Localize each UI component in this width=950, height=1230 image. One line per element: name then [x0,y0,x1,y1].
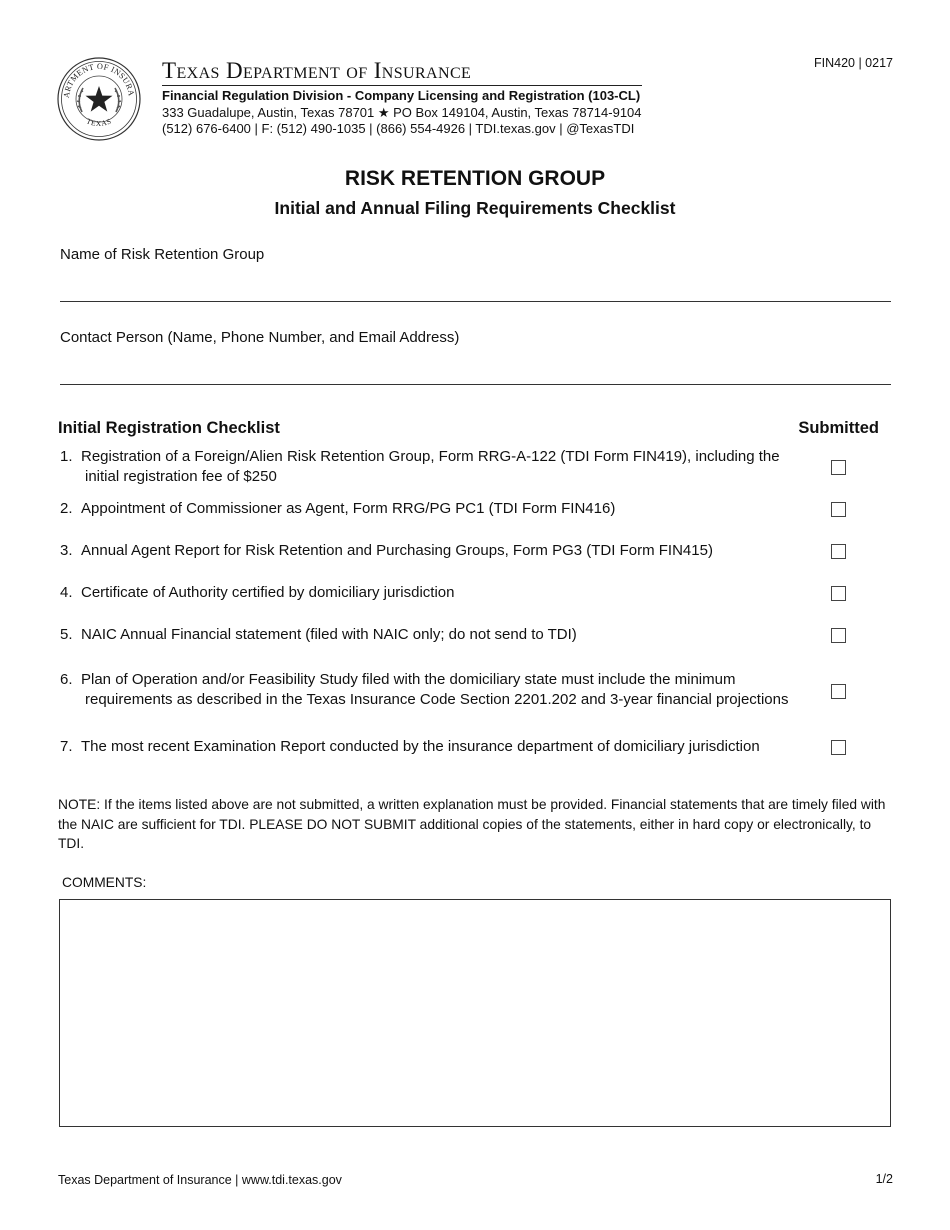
item-text: Plan of Operation and/or Feasibility Study filed with the domiciliary state must include the minimum [81,671,736,688]
item-number: 6. [60,671,73,688]
contact-person-label: Contact Person (Name, Phone Number, and Email Address) [60,329,460,346]
item-number: 1. [60,448,73,465]
item-text: The most recent Examination Report conducted by the insurance department of domiciliary jurisdiction [81,738,760,755]
item-text: Annual Agent Report for Risk Retention and Purchasing Groups, Form PG3 (TDI Form FIN415) [81,542,713,559]
svg-text:TEXAS: TEXAS [85,116,113,129]
svg-text:DEPARTMENT OF INSURANCE: ARTMENT OF INSURA [61,61,136,99]
comments-box [59,899,891,1127]
item-text: Registration of a Foreign/Alien Risk Retention Group, Form RRG-A-122 (TDI Form FIN419), including the [81,448,780,465]
agency-name: Texas Department of Insurance [162,58,642,86]
form-id: FIN420 | 0217 [814,56,893,70]
submitted-checkbox-1[interactable] [831,460,846,475]
item-text: Appointment of Commissioner as Agent, Form RRG/PG PC1 (TDI Form FIN416) [81,500,616,517]
page-number: 1/2 [875,1172,893,1186]
comments-textarea[interactable] [60,900,890,1126]
submitted-checkbox-4[interactable] [831,586,846,601]
item-text: NAIC Annual Financial statement (filed with NAIC only; do not send to TDI) [81,626,577,643]
item-number: 4. [60,584,73,601]
comments-label: COMMENTS: [62,875,147,890]
seal-icon [56,56,142,142]
group-name-underline [60,301,891,302]
contact-line: (512) 676-6400 | F: (512) 490-1035 | (866) 554-4926 | TDI.texas.gov | @TexasTDI [162,121,635,136]
tdi-seal-logo [56,56,142,142]
item-text-continued: initial registration fee of $250 [85,468,277,485]
address-line: 333 Guadalupe, Austin, Texas 78701 ★ PO Box 149104, Austin, Texas 78714-9104 [162,105,642,120]
division-line: Financial Regulation Division - Company Licensing and Registration (103-CL) [162,88,641,103]
item-number: 7. [60,738,73,755]
item-text-continued: requirements as described in the Texas Insurance Code Section 2201.202 and 3-year financial projections [85,691,789,708]
item-number: 2. [60,500,73,517]
page-title: RISK RETENTION GROUP [344,167,606,190]
submitted-heading: Submitted [798,419,879,437]
page-subtitle: Initial and Annual Filing Requirements Checklist [274,198,676,218]
submitted-checkbox-7[interactable] [831,740,846,755]
group-name-input[interactable] [60,274,895,302]
submitted-checkbox-5[interactable] [831,628,846,643]
note-text: NOTE: If the items listed above are not submitted, a written explanation must be provided. Financial statements that are timely filed with the NAIC are sufficient for TDI. PLEASE DO NOT SUBMIT additional copies of the statements, either in hard copy or electronically, to TDI. [58,797,886,851]
submitted-checkbox-3[interactable] [831,544,846,559]
contact-person-underline [60,384,891,385]
footer-agency: Texas Department of Insurance | www.tdi.texas.gov [58,1173,342,1187]
item-number: 3. [60,542,73,559]
submitted-checkbox-6[interactable] [831,684,846,699]
group-name-label: Name of Risk Retention Group [60,246,265,263]
submitted-checkbox-2[interactable] [831,502,846,517]
item-number: 5. [60,626,73,643]
checklist-heading: Initial Registration Checklist [58,419,280,437]
item-text: Certificate of Authority certified by domiciliary jurisdiction [81,584,455,601]
contact-person-input[interactable] [60,357,895,385]
